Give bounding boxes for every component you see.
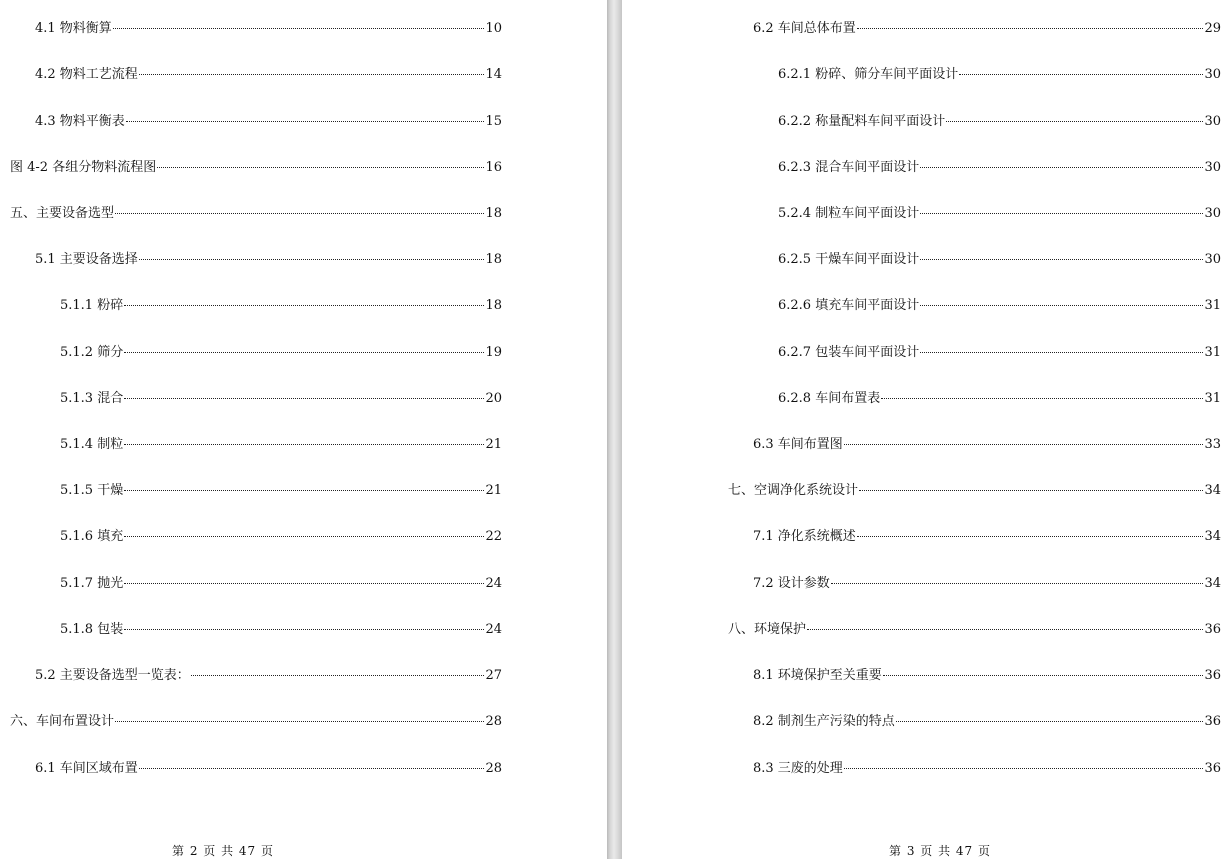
toc-entry[interactable] xyxy=(753,529,1221,545)
toc-entry-page: 30 xyxy=(1204,160,1221,175)
toc-entry-page: 31 xyxy=(1204,298,1221,313)
toc-entry-title: 6.1 车间区域布置 xyxy=(35,761,138,776)
toc-entry-title: 七、空调净化系统设计 xyxy=(728,483,859,498)
dot-leader xyxy=(115,213,484,214)
toc-entry-page: 18 xyxy=(485,298,502,313)
toc-entry-title: 6.2.1 粉碎、筛分车间平面设计 xyxy=(778,67,959,82)
dot-leader xyxy=(831,583,1204,584)
toc-entry-title: 4.2 物料工艺流程 xyxy=(35,67,138,82)
toc-entry-title: 六、车间布置设计 xyxy=(10,714,115,729)
toc-entry-title: 5.1.4 制粒 xyxy=(60,437,124,452)
toc-entry-page: 36 xyxy=(1204,761,1221,776)
dot-leader xyxy=(844,444,1204,445)
left-document-page xyxy=(0,0,607,859)
toc-entry-title: 6.3 车间布置图 xyxy=(753,437,843,452)
right-document-page xyxy=(622,0,1229,859)
toc-entry[interactable] xyxy=(60,437,502,453)
dot-leader xyxy=(124,444,484,445)
toc-entry-title: 5.1 主要设备选择 xyxy=(35,252,138,267)
toc-entry-page: 36 xyxy=(1204,714,1221,729)
dot-leader xyxy=(807,629,1203,630)
toc-entry-page: 36 xyxy=(1204,668,1221,683)
toc-entry-page: 34 xyxy=(1204,576,1221,591)
dot-leader xyxy=(920,305,1203,306)
toc-entry-page: 24 xyxy=(485,622,502,637)
toc-entry-title: 6.2.3 混合车间平面设计 xyxy=(778,160,920,175)
dot-leader xyxy=(191,675,485,676)
toc-entry-title: 5.2.4 制粒车间平面设计 xyxy=(778,206,920,221)
dot-leader xyxy=(139,768,485,769)
toc-entry-page: 30 xyxy=(1204,252,1221,267)
toc-entry[interactable] xyxy=(60,622,502,638)
toc-entry[interactable] xyxy=(60,391,502,407)
dot-leader xyxy=(896,721,1204,722)
dot-leader xyxy=(113,28,485,29)
page-separator xyxy=(607,0,622,859)
toc-entry-title: 5.1.7 抛光 xyxy=(60,576,124,591)
toc-entry-title: 8.2 制剂生产污染的特点 xyxy=(753,714,895,729)
dot-leader xyxy=(124,352,484,353)
page-footer: 第 3 页 共 47 页 xyxy=(889,844,991,858)
toc-entry-page: 29 xyxy=(1204,21,1221,36)
toc-entry-title: 6.2.5 干燥车间平面设计 xyxy=(778,252,920,267)
toc-entry[interactable] xyxy=(35,668,502,684)
toc-entry[interactable] xyxy=(728,483,1221,499)
toc-entry[interactable] xyxy=(60,345,502,361)
toc-entry-title: 8.1 环境保护至关重要 xyxy=(753,668,882,683)
toc-entry[interactable] xyxy=(10,714,502,730)
toc-entry-title: 八、环境保护 xyxy=(728,622,807,637)
dot-leader xyxy=(883,675,1204,676)
toc-entry-title: 5.1.8 包装 xyxy=(60,622,124,637)
toc-entry-title: 5.1.1 粉碎 xyxy=(60,298,124,313)
dot-leader xyxy=(124,398,484,399)
toc-entry[interactable] xyxy=(778,114,1221,130)
toc-entry-title: 6.2.6 填充车间平面设计 xyxy=(778,298,920,313)
toc-entry-page: 31 xyxy=(1204,345,1221,360)
toc-entry-title: 图 4-2 各组分物料流程图 xyxy=(10,160,157,175)
dot-leader xyxy=(859,490,1203,491)
toc-entry[interactable] xyxy=(778,345,1221,361)
toc-entry-page: 30 xyxy=(1204,67,1221,82)
dot-leader xyxy=(920,213,1203,214)
toc-entry[interactable] xyxy=(35,761,502,777)
dot-leader xyxy=(920,167,1203,168)
toc-entry-page: 10 xyxy=(485,21,502,36)
dot-leader xyxy=(124,536,484,537)
toc-entry[interactable] xyxy=(35,67,502,83)
toc-entry[interactable] xyxy=(778,160,1221,176)
toc-entry-page: 14 xyxy=(485,67,502,82)
toc-entry-title: 6.2 车间总体布置 xyxy=(753,21,856,36)
toc-entry[interactable] xyxy=(60,298,502,314)
toc-entry[interactable] xyxy=(753,761,1221,777)
toc-entry[interactable] xyxy=(778,391,1221,407)
toc-entry-title: 7.1 净化系统概述 xyxy=(753,529,856,544)
toc-entry-title: 6.2.7 包装车间平面设计 xyxy=(778,345,920,360)
toc-entry[interactable] xyxy=(60,483,502,499)
toc-entry-title: 5.1.2 筛分 xyxy=(60,345,124,360)
toc-entry-page: 28 xyxy=(485,761,502,776)
toc-entry-title: 6.2.2 称量配料车间平面设计 xyxy=(778,114,946,129)
toc-entry[interactable] xyxy=(35,114,502,130)
toc-entry-page: 31 xyxy=(1204,391,1221,406)
toc-entry-title: 6.2.8 车间布置表 xyxy=(778,391,881,406)
toc-entry[interactable] xyxy=(60,576,502,592)
toc-entry-title: 5.1.6 填充 xyxy=(60,529,124,544)
toc-entry-page: 30 xyxy=(1204,206,1221,221)
toc-entry[interactable] xyxy=(10,160,502,176)
dot-leader xyxy=(920,352,1203,353)
toc-entry[interactable] xyxy=(35,252,502,268)
dot-leader xyxy=(857,536,1204,537)
toc-entry-page: 33 xyxy=(1204,437,1221,452)
dot-leader xyxy=(139,259,485,260)
dot-leader xyxy=(126,121,485,122)
toc-entry-page: 27 xyxy=(485,668,502,683)
toc-entry[interactable] xyxy=(10,206,502,222)
toc-entry[interactable] xyxy=(753,668,1221,684)
toc-entry[interactable] xyxy=(728,622,1221,638)
toc-entry[interactable] xyxy=(753,576,1221,592)
toc-entry[interactable] xyxy=(753,437,1221,453)
toc-entry-page: 21 xyxy=(485,483,502,498)
toc-entry-page: 28 xyxy=(485,714,502,729)
toc-entry-page: 34 xyxy=(1204,529,1221,544)
toc-entry-page: 16 xyxy=(485,160,502,175)
dot-leader xyxy=(124,583,484,584)
toc-entry-title: 5.2 主要设备选型一览表： xyxy=(35,668,190,683)
dot-leader xyxy=(959,74,1203,75)
toc-entry-page: 20 xyxy=(485,391,502,406)
dot-leader xyxy=(124,629,484,630)
dot-leader xyxy=(139,74,485,75)
dot-leader xyxy=(124,305,484,306)
dot-leader xyxy=(844,768,1204,769)
toc-entry-page: 15 xyxy=(485,114,502,129)
toc-entry-title: 7.2 设计参数 xyxy=(753,576,830,591)
toc-entry-page: 19 xyxy=(485,345,502,360)
toc-entry[interactable] xyxy=(60,529,502,545)
toc-entry-title: 8.3 三废的处理 xyxy=(753,761,843,776)
toc-entry-page: 21 xyxy=(485,437,502,452)
toc-entry-title: 4.3 物料平衡表 xyxy=(35,114,125,129)
toc-entry-page: 30 xyxy=(1204,114,1221,129)
toc-entry-title: 5.1.5 干燥 xyxy=(60,483,124,498)
toc-entry[interactable] xyxy=(778,298,1221,314)
toc-entry[interactable] xyxy=(35,21,502,37)
toc-entry[interactable] xyxy=(753,21,1221,37)
toc-entry-title: 5.1.3 混合 xyxy=(60,391,124,406)
dot-leader xyxy=(157,167,484,168)
dot-leader xyxy=(124,490,484,491)
toc-entry-page: 36 xyxy=(1204,622,1221,637)
dot-leader xyxy=(857,28,1204,29)
toc-entry[interactable] xyxy=(778,206,1221,222)
toc-entry-page: 34 xyxy=(1204,483,1221,498)
dot-leader xyxy=(920,259,1203,260)
toc-entry[interactable] xyxy=(778,67,1221,83)
toc-entry-page: 22 xyxy=(485,529,502,544)
dot-leader xyxy=(881,398,1203,399)
page-footer: 第 2 页 共 47 页 xyxy=(172,844,274,858)
toc-entry-page: 18 xyxy=(485,206,502,221)
dot-leader xyxy=(115,721,484,722)
toc-entry[interactable] xyxy=(753,714,1221,730)
toc-entry-title: 4.1 物料衡算 xyxy=(35,21,112,36)
toc-entry-title: 五、主要设备选型 xyxy=(10,206,115,221)
toc-entry-page: 24 xyxy=(485,576,502,591)
toc-entry[interactable] xyxy=(778,252,1221,268)
dot-leader xyxy=(946,121,1203,122)
toc-entry-page: 18 xyxy=(485,252,502,267)
